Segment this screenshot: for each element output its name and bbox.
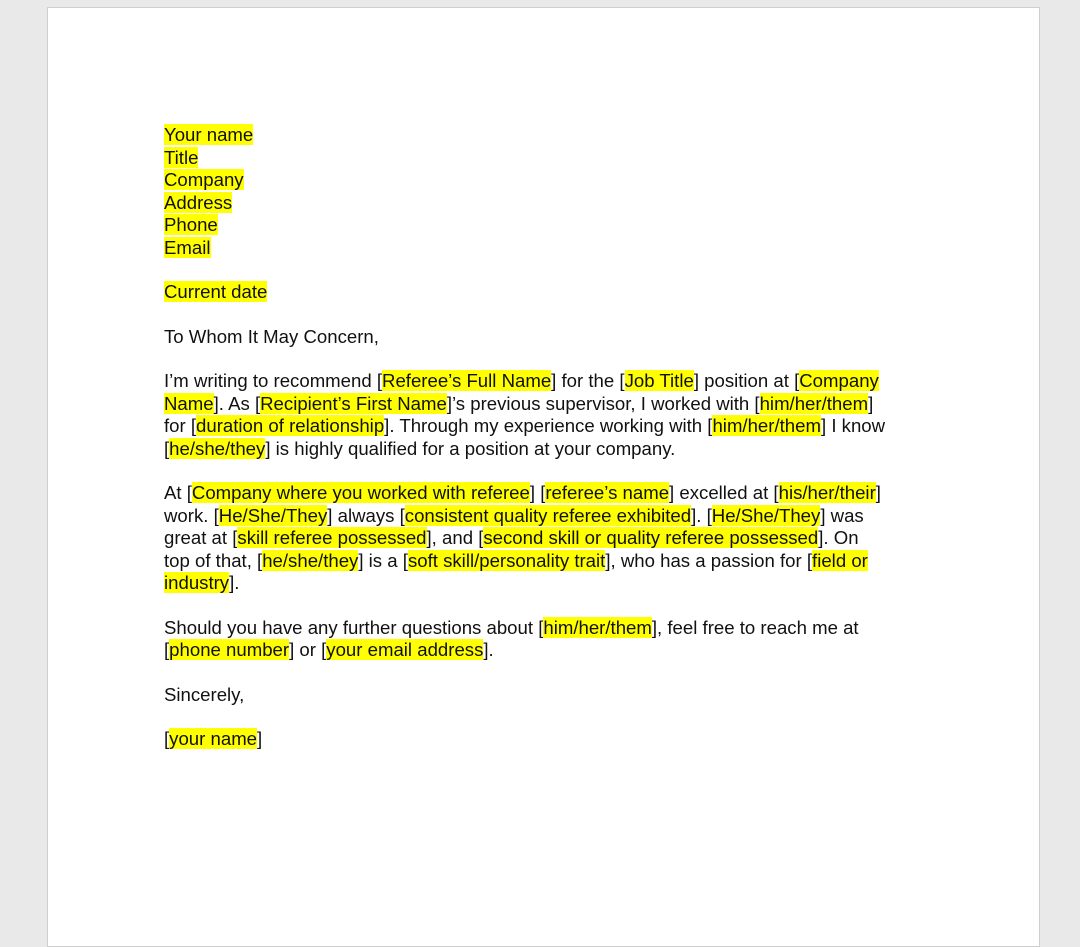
- pronoun-field[interactable]: he/she/they: [262, 549, 359, 571]
- duration-field[interactable]: duration of relationship: [196, 415, 385, 436]
- text: ] position at [: [693, 370, 800, 391]
- sender-company[interactable]: Company: [164, 169, 244, 190]
- paragraph-2: [164, 482, 926, 595]
- date-line: [164, 281, 926, 304]
- text: work. [: [164, 504, 219, 526]
- sender-block: [164, 124, 926, 259]
- closing-text: Sincerely,: [164, 683, 245, 705]
- pronoun-field[interactable]: his/her/their: [778, 482, 876, 503]
- text: ] [: [529, 482, 546, 503]
- letter-body: [164, 124, 926, 773]
- text: ]. Through my experience working with [: [384, 415, 713, 436]
- text: ].: [229, 572, 240, 593]
- text: ], and [: [426, 527, 484, 548]
- text: ]. [: [691, 504, 712, 526]
- text: ] always [: [327, 504, 405, 526]
- text: ]: [257, 728, 263, 749]
- field-industry-field-cont[interactable]: industry: [164, 572, 230, 593]
- second-skill-field[interactable]: second skill or quality referee possessed: [483, 527, 819, 548]
- sender-title[interactable]: Title: [164, 146, 199, 168]
- pronoun-field[interactable]: he/she/they: [169, 437, 266, 459]
- text: [: [164, 728, 170, 749]
- text: Should you have any further questions about [: [164, 616, 544, 638]
- field-industry-field[interactable]: field or: [812, 549, 868, 571]
- text: great at [: [164, 527, 238, 548]
- text: ]: [875, 482, 881, 503]
- company-name-field-cont[interactable]: Name: [164, 392, 214, 414]
- signature-name-field[interactable]: your name: [169, 728, 258, 749]
- text: ] is a [: [358, 549, 408, 571]
- text: ] was: [820, 504, 864, 526]
- text: for [: [164, 415, 197, 436]
- text: top of that, [: [164, 549, 263, 571]
- text: ]. As [: [213, 392, 261, 414]
- paragraph-3: [164, 617, 926, 662]
- text: ] excelled at [: [669, 482, 779, 503]
- text: At [: [164, 482, 192, 503]
- text: ] for the [: [551, 370, 625, 391]
- skill-field[interactable]: skill referee possessed: [237, 527, 427, 548]
- text: I’m writing to recommend [: [164, 370, 383, 391]
- salutation-text: To Whom It May Concern,: [164, 325, 379, 347]
- text: [: [164, 437, 170, 459]
- text: ].: [483, 639, 494, 660]
- text: ] or [: [289, 639, 327, 660]
- text: ]. On: [818, 527, 859, 548]
- recipient-first-name-field[interactable]: Recipient’s First Name: [260, 392, 447, 414]
- email-address-field[interactable]: your email address: [326, 639, 484, 660]
- sender-address[interactable]: Address: [164, 191, 233, 213]
- text: [: [164, 639, 170, 660]
- text: ], who has a passion for [: [605, 549, 813, 571]
- signature: [164, 728, 926, 751]
- pronoun-field[interactable]: him/her/them: [543, 616, 652, 638]
- pronoun-field[interactable]: He/She/They: [711, 504, 821, 526]
- text: ] I know: [820, 415, 886, 436]
- referee-name-field[interactable]: referee’s name: [545, 482, 670, 503]
- text: ]: [868, 392, 874, 414]
- closing: [164, 684, 926, 707]
- sender-phone[interactable]: Phone: [164, 214, 218, 235]
- referee-full-name-field[interactable]: Referee’s Full Name: [382, 370, 552, 391]
- salutation: [164, 326, 926, 349]
- current-date[interactable]: Current date: [164, 281, 268, 302]
- phone-number-field[interactable]: phone number: [169, 639, 290, 660]
- soft-skill-field[interactable]: soft skill/personality trait: [407, 549, 606, 571]
- text: ] is highly qualified for a position at your company.: [265, 437, 676, 459]
- pronoun-field[interactable]: He/She/They: [218, 504, 328, 526]
- pronoun-field[interactable]: him/her/them: [712, 415, 821, 436]
- sender-email[interactable]: Email: [164, 236, 211, 258]
- paragraph-1: [164, 370, 926, 460]
- sender-name[interactable]: Your name: [164, 124, 254, 145]
- pronoun-field[interactable]: him/her/them: [759, 392, 869, 414]
- company-name-field[interactable]: Company: [799, 370, 879, 391]
- job-title-field[interactable]: Job Title: [624, 370, 694, 391]
- company-worked-field[interactable]: Company where you worked with referee: [191, 482, 530, 503]
- document-page: [47, 7, 1040, 947]
- text: ], feel free to reach me at: [651, 616, 859, 638]
- quality-field[interactable]: consistent quality referee exhibited: [404, 504, 692, 526]
- text: ]’s previous supervisor, I worked with [: [446, 392, 760, 414]
